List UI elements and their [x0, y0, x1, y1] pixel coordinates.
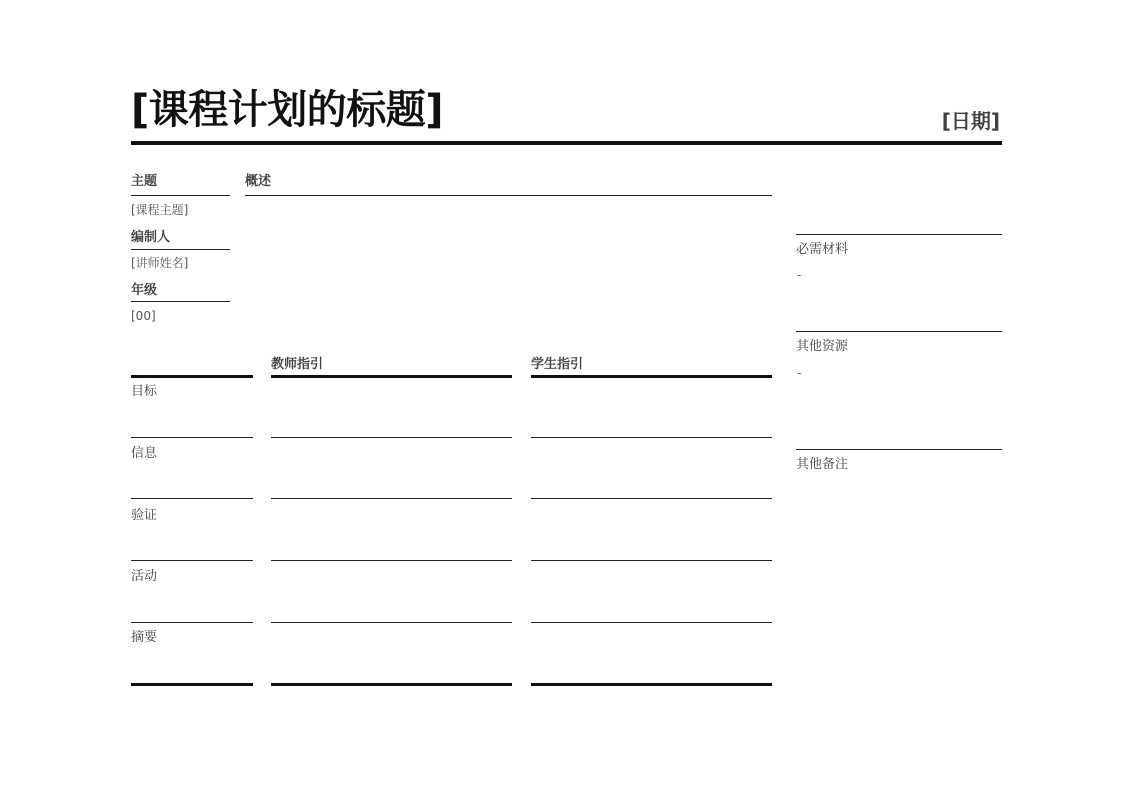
student-cell-summary[interactable]	[531, 626, 772, 682]
other-resources-value[interactable]: -	[797, 366, 802, 380]
grade-divider	[131, 301, 230, 302]
row-label-activity: 活动	[131, 569, 158, 584]
required-materials-label: 必需材料	[796, 242, 849, 257]
teacher-cell-activity[interactable]	[271, 564, 512, 620]
title-divider	[131, 141, 1002, 145]
subject-divider	[131, 195, 230, 196]
required-materials-value[interactable]: -	[797, 268, 802, 282]
row-label-summary: 摘要	[131, 630, 158, 645]
row-divider-teacher	[271, 622, 512, 623]
other-notes-label: 其他备注	[796, 457, 849, 472]
overview-divider	[245, 195, 772, 196]
grid-bottom-rule-student	[531, 683, 772, 686]
grid-header-rule-student	[531, 375, 772, 378]
row-divider-student	[531, 437, 772, 438]
grade-value[interactable]: [00]	[131, 309, 156, 323]
student-cell-activity[interactable]	[531, 564, 772, 620]
row-label-goal: 目标	[131, 384, 158, 399]
row-divider-label	[131, 560, 253, 561]
teacher-guide-header: 教师指引	[271, 357, 324, 372]
other-notes-area[interactable]	[796, 478, 1002, 678]
subject-value[interactable]: [课程主题]	[131, 203, 189, 217]
subject-label: 主题	[131, 174, 158, 189]
teacher-cell-summary[interactable]	[271, 626, 512, 682]
row-label-verification: 验证	[131, 508, 158, 523]
student-guide-header: 学生指引	[531, 357, 584, 372]
grid-header-rule-teacher	[271, 375, 512, 378]
row-divider-label	[131, 437, 253, 438]
row-label-information: 信息	[131, 446, 158, 461]
row-divider-teacher	[271, 498, 512, 499]
student-cell-information[interactable]	[531, 441, 772, 497]
overview-text-area[interactable]	[245, 200, 772, 330]
lesson-plan-title[interactable]: [课程计划的标题]	[131, 87, 444, 133]
row-divider-student	[531, 622, 772, 623]
row-divider-teacher	[271, 437, 512, 438]
grid-bottom-rule-teacher	[271, 683, 512, 686]
author-divider	[131, 249, 230, 250]
grid-header-rule-label	[131, 375, 253, 378]
lesson-date[interactable]: [日期]	[941, 109, 1000, 133]
grid-bottom-rule-label	[131, 683, 253, 686]
author-value[interactable]: [讲师姓名]	[131, 256, 189, 270]
row-divider-student	[531, 560, 772, 561]
overview-label: 概述	[245, 174, 272, 189]
resources-divider	[796, 331, 1002, 332]
row-divider-student	[531, 498, 772, 499]
row-divider-teacher	[271, 560, 512, 561]
student-cell-verification[interactable]	[531, 502, 772, 558]
teacher-cell-information[interactable]	[271, 441, 512, 497]
row-divider-label	[131, 498, 253, 499]
notes-divider	[796, 449, 1002, 450]
teacher-cell-goal[interactable]	[271, 380, 512, 436]
grade-label: 年级	[131, 283, 158, 298]
row-divider-label	[131, 622, 253, 623]
author-label: 编制人	[131, 230, 171, 245]
student-cell-goal[interactable]	[531, 380, 772, 436]
teacher-cell-verification[interactable]	[271, 502, 512, 558]
other-resources-label: 其他资源	[796, 339, 849, 354]
materials-divider	[796, 234, 1002, 235]
